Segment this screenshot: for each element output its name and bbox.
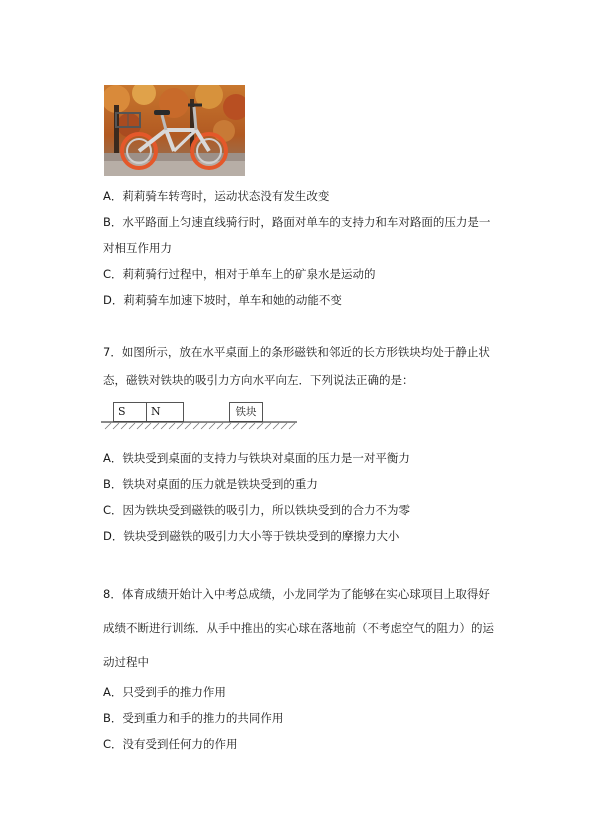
q7-stem-line2: 态，磁铁对铁块的吸引力方向水平向左．下列说法正确的是：	[103, 373, 414, 387]
table-surface	[101, 402, 297, 434]
q6-option-a: A．莉莉骑车转弯时，运动状态没有发生改变	[103, 189, 330, 203]
bicycle-image	[104, 85, 245, 176]
q8-option-b: B．受到重力和手的推力的共同作用	[103, 711, 284, 725]
magnet-n-pole: N	[146, 402, 184, 422]
magnet-iron-diagram	[101, 402, 297, 434]
magnet-s-pole: S	[113, 402, 147, 422]
q8-stem-line2: 成绩不断进行训练．从手中推出的实心球在落地前（不考虑空气的阻力）的运	[103, 621, 494, 635]
q8-option-a: A．只受到手的推力作用	[103, 685, 226, 699]
q6-option-d: D．莉莉骑车加速下坡时，单车和她的动能不变	[103, 293, 342, 307]
q8-stem-line1: 8．体育成绩开始计入中考总成绩，小龙同学为了能够在实心球项目上取得好	[103, 587, 490, 601]
q6-option-c: C．莉莉骑行过程中，相对于单车上的矿泉水是运动的	[103, 267, 376, 281]
shared-bicycle-photo	[104, 85, 245, 176]
q8-option-c: C．没有受到任何力的作用	[103, 737, 238, 751]
q7-stem-line1: 7．如图所示，放在水平桌面上的条形磁铁和邻近的长方形铁块均处于静止状	[103, 345, 490, 359]
q7-option-a: A．铁块受到桌面的支持力与铁块对桌面的压力是一对平衡力	[103, 451, 410, 465]
iron-block: 铁块	[229, 402, 263, 422]
q7-option-d: D．铁块受到磁铁的吸引力大小等于铁块受到的摩擦力大小	[103, 529, 400, 543]
q7-option-c: C．因为铁块受到磁铁的吸引力，所以铁块受到的合力不为零	[103, 503, 411, 517]
q6-option-b-line1: B．水平路面上匀速直线骑行时，路面对单车的支持力和车对路面的压力是一	[103, 215, 491, 229]
q8-stem-line3: 动过程中	[103, 655, 149, 669]
q6-option-b-line2: 对相互作用力	[103, 241, 172, 255]
q7-option-b: B．铁块对桌面的压力就是铁块受到的重力	[103, 477, 318, 491]
